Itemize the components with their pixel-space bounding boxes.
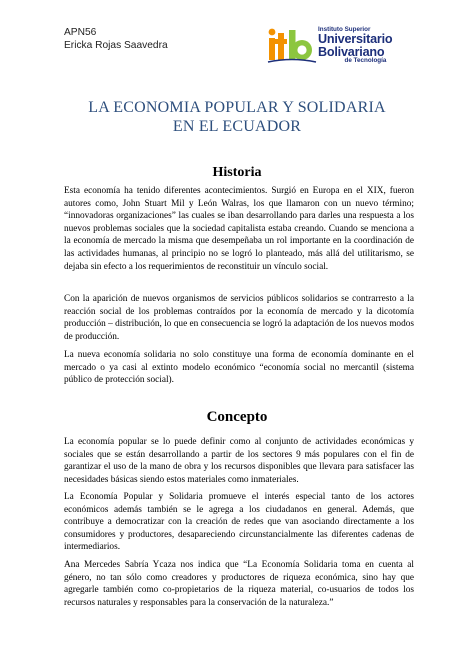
paragraph: Ana Mercedes Sabría Ycaza nos indica que “La Economía Solidaria toma en cuenta al género, no tan sólo como creadores y productores de riqueza económica, sino hay que agregarle también como co-propietarios de la riqueza material, co-usuarios de todos los recursos naturales y responsables para la conservación de la naturaleza.” <box>64 560 414 608</box>
paragraph: La economía popular se lo puede definir como al conjunto de actividades económicas y sociales que se están desarrollando a partir de los sectores 9 más populares con el fin de garantizar el uso de la mano de obra y los recursos disponibles que llevara para satisfacer las necesidades básicas siendo estos materiales como inmateriales. <box>64 437 414 485</box>
title-line-2: EN EL ECUADOR <box>172 118 302 135</box>
paragraph: La nueva economía solidaria no solo constituye una forma de economía dominante en el mercado o ya casi al extinto modelo económico “economía social no mercantil (sistema público de protección social). <box>64 350 414 386</box>
institute-logo <box>266 27 436 65</box>
logo-line-4: de Tecnología <box>344 57 387 65</box>
paragraph: La Economía Popular y Solidaria promueve el interés especial tanto de los actores económicos además también se le agrega a los ciudadanos en general. Además, que contribuye a democratizar con la creación de redes que van asociando directamente a los consumidores y productores, desapareciendo circunstancialmente las diferentes cadenas de intermediarios. <box>64 492 414 553</box>
page-header <box>64 27 168 52</box>
title-line-1: LA ECONOMIA POPULAR Y SOLIDARIA <box>88 99 386 116</box>
itb-logo-icon <box>266 27 318 65</box>
course-code: APN56 <box>64 27 97 38</box>
document-title <box>64 98 410 136</box>
section-heading-historia: Historia <box>212 165 262 180</box>
section-heading-concepto: Concepto <box>206 409 268 425</box>
logo-line-3: Bolivariano <box>318 44 385 59</box>
author-name: Ericka Rojas Saavedra <box>64 39 168 51</box>
paragraph: Con la aparición de nuevos organismos de servicios públicos solidarios se contrarresto a la reacción social de los problemas contraídos por la economía de mercado y la dicotomía producción – distribución, lo que en consecuencia se logró la adaptación de los nuevos modos de producción. <box>64 294 414 342</box>
logo-line-1: Instituto Superior <box>318 26 371 33</box>
logo-line-2: Universitario <box>318 32 393 47</box>
logo-wordmark <box>318 27 392 65</box>
paragraph: Esta economía ha tenido diferentes acontecimientos. Surgió en Europa en el XIX, fueron autores como, John Stuart Mil y León Walras, los que llamaron con un nuevo término; “innovadoras organizaciones” las cuales se iban desarrollando para darles una respuesta a los nuevos problemas sociales que la sociedad capitalista estaba creando. Cuando se menciona a la economía de mercado la misma que desempeñaba un rol importante en la coordinación de las actividades humanas, al principio no se logró lo planteado, más allá del utilitarismo, se dejaba sin efecto a los requerimientos de reconstituir un vínculo social. <box>64 186 414 272</box>
